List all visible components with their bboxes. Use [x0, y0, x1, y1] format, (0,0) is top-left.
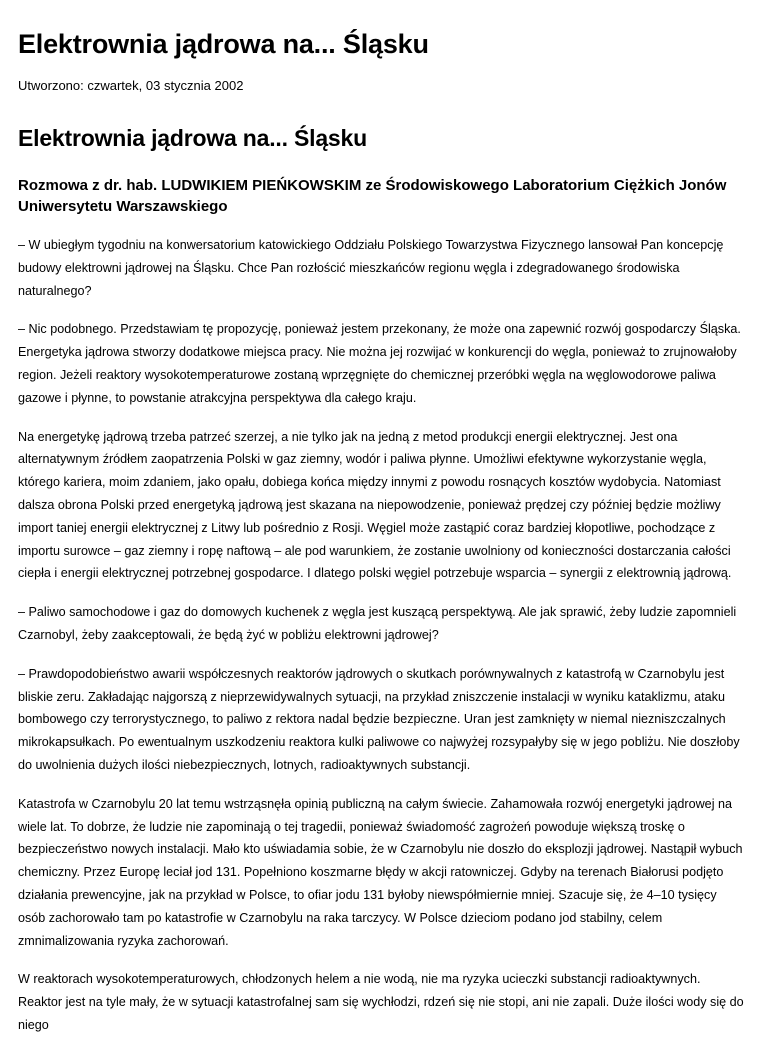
- page-title: Elektrownia jądrowa na... Śląsku: [18, 29, 429, 59]
- created-date: Utworzono: czwartek, 03 stycznia 2002: [18, 78, 244, 93]
- paragraph: – W ubiegłym tygodniu na konwersatorium katowickiego Oddziału Polskiego Towarzystwa Fizycznego lansował Pan koncepcję budowy elektrowni jądrowej na Śląsku. Chce Pan rozłościć mieszkańców regionu węgla i zdegradowanego środowiska naturalnego?: [18, 238, 724, 298]
- paragraph: – Prawdopodobieństwo awarii współczesnych reaktorów jądrowych o skutkach porównywalnych z katastrofą w Czarnobylu jest bliskie zeru. Zakładając najgorszą z nieprzewidywalnych sytuacji, na przykład zniszczenie instalacji w wyniku kataklizmu, ataku bombowego czy terrorystycznego, to paliwo z rektora nadal będzie bezpieczne. Uran jest zamknięty w niemal niezniszczalnych mikrokapsułkach. Po ewentualnym uszkodzeniu reaktora kulki paliwowe co najwyżej rozsypałyby się w jego pobliżu. Nie doszłoby do uwolnienia dużych ilości niebezpiecznych, lotnych, radioaktywnych substancji.: [18, 666, 740, 772]
- paragraph: – Paliwo samochodowe i gaz do domowych kuchenek z węgla jest kuszącą perspektywą. Ale jak sprawić, żeby ludzie zapomnieli Czarnobyl, żeby zaakceptowali, że będą żyć w pobliżu elektrowni jądrowej?: [18, 605, 737, 642]
- paragraph: Katastrofa w Czarnobylu 20 lat temu wstrząsnęła opinią publiczną na całym świecie. Zahamowała rozwój energetyki jądrowej na wiele lat. To dobrze, że ludzie nie zapominają o tej tragedii, ponieważ świadomość zagrożeń powoduje większą troskę o bezpieczeństwo nowych instalacji. Mało kto uświadamia sobie, że w Czarnobylu nie doszło do eksplozji jądrowej. Nastąpił wybuch chemiczny. Przez Europę leciał jod 131. Popełniono koszmarne błędy w akcji ratowniczej. Gdyby na terenach Białorusi podjęto działania prewencyjne, jak na przykład w Polsce, to ofiar jodu 131 byłoby niewspółmiernie mniej. Szacuje się, że 4–10 tysięcy osób zachorowało tam po katastrofie w Czarnobylu na raka tarczycy. W Polsce dzieciom podano jod stabilny, celem zmnimalizowania ryzyka zachorowań.: [18, 796, 743, 948]
- paragraph: W reaktorach wysokotemperaturowych, chłodzonych helem a nie wodą, nie ma ryzyka ucieczki substancji radioaktywnych. Reaktor jest na tyle mały, że w sytuacji katastrofalnej sam się wychłodzi, rdzeń się nie stopi, ani nie zapali. Duże ilości wody się do niego: [18, 972, 744, 1032]
- article-lead: Rozmowa z dr. hab. LUDWIKIEM PIEŃKOWSKIM ze Środowiskowego Laboratorium Ciężkich Jonów Uniwersytetu Warszawskiego: [18, 177, 727, 215]
- paragraph: – Nic podobnego. Przedstawiam tę propozycję, ponieważ jestem przekonany, że może ona zapewnić rozwój gospodarczy Śląska. Energetyka jądrowa stworzy dodatkowe miejsca pracy. Nie można jej rozwijać w konkurencji do węgla, ponieważ to zrujnowałoby region. Jeżeli reaktory wysokotemperaturowe zostaną wprzęgnięte do chemicznej przeróbki węgla na węglowodorowe paliwa gazowe i płynne, to powstanie atrakcyjna perspektywa dla całego kraju.: [18, 322, 741, 405]
- paragraph: Na energetykę jądrową trzeba patrzeć szerzej, a nie tylko jak na jedną z metod produkcji energii elektrycznej. Jest ona alternatywnym źródłem zaopatrzenia Polski w gaz ziemny, wodór i paliwa płynne. Umożliwi efektywne wykorzystanie węgla, którego kariera, moim zdaniem, jako opału, dobiega końca między innymi z powodu rosnących kosztów wydobycia. Natomiast dalsza obrona Polski przed energetyką jądrową jest skazana na niepowodzenie, ponieważ prędzej czy później będzie możliwy import taniej energii elektrycznej z Litwy lub pośrednio z Rosji. Węgiel może zastąpić coraz bardziej kłopotliwe, pochodzące z importu surowce – gaz ziemny i ropę naftową – ale pod warunkiem, że zostanie uwolniony od konieczności dostarczania całości ciepła i energii elektrycznej potrzebnej gospodarce. I dlatego polski węgiel potrzebuje wsparcia – synergii z elektrownią jądrową.: [18, 429, 732, 581]
- article-title: Elektrownia jądrowa na... Śląsku: [18, 125, 367, 151]
